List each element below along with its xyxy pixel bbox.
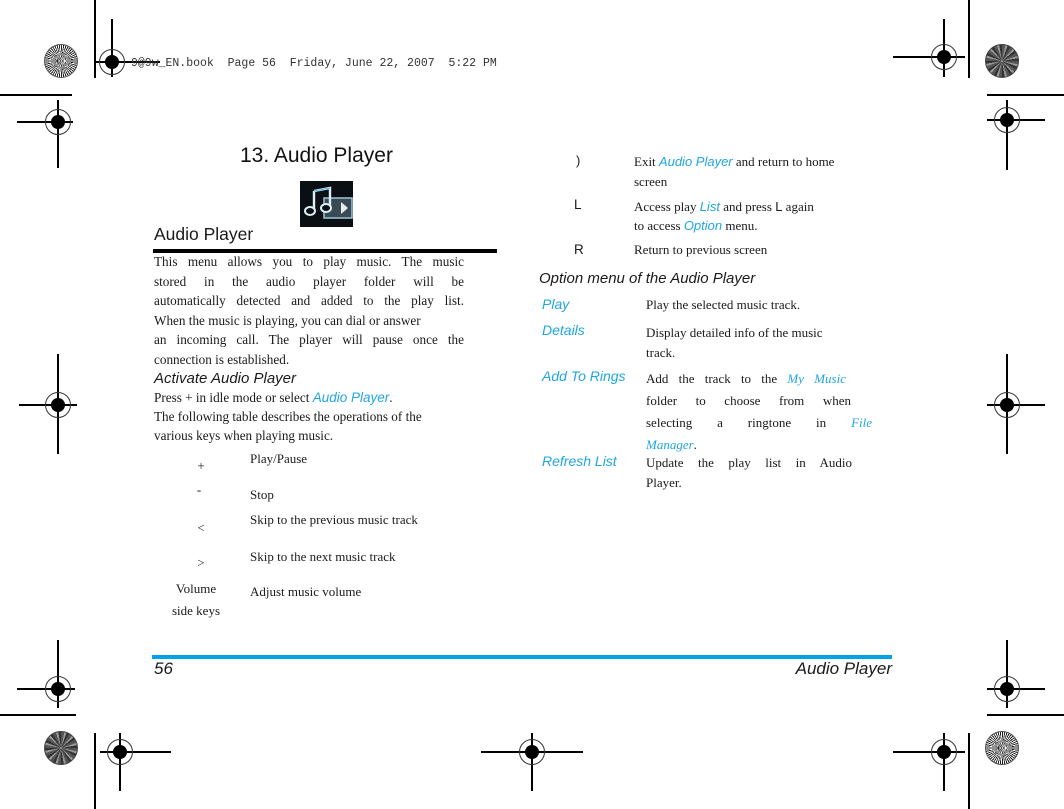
crop-line [968,0,970,78]
key-label: side keys [171,603,221,618]
file-manager-link[interactable]: File [851,415,872,430]
section-title: Audio Player [154,224,254,244]
activate-text: . [389,390,393,405]
print-slug: 9@9w_EN.book Page 56 Friday, June 22, 2007 5:22 PM [131,57,497,70]
desc-text: Display detailed info of the music [646,325,823,340]
activate-line: The following table describes the operations of the [154,409,422,424]
crop-line [987,94,1064,96]
list-link[interactable]: List [699,199,720,214]
file-manager-link[interactable]: Manager [646,437,694,452]
desc-text: Exit [634,154,659,169]
activate-paragraph [154,388,464,445]
key-description: Skip to the previous music track [250,512,418,527]
key-label: ) [576,153,581,168]
my-music-link[interactable]: My Music [787,371,846,386]
desc-text: Add the track to the [646,371,788,386]
desc-text: track. [646,344,676,360]
key-label: Volume [175,581,217,596]
crop-line [968,733,970,809]
key-label: > [197,555,205,570]
key-label: + [197,458,205,473]
key-description: Stop [250,487,274,502]
key-description: Play/Pause [250,451,308,466]
key-description: Adjust music volume [250,584,362,599]
desc-text: menu. [722,218,758,233]
audio-player-link[interactable]: Audio Player [658,154,733,169]
key-description: Skip to the next music track [250,549,396,564]
crop-line [0,94,72,96]
desc-text: . [693,437,697,452]
option-description: Play the selected music track. [646,297,801,312]
desc-text: selecting a ringtone in [646,415,852,430]
intro-paragraph [154,252,464,369]
intro-line: This menu allows you to play music. The music [154,254,464,269]
color-wheel-mark-icon [44,731,78,765]
desc-text: folder to choose from when [646,393,851,408]
footer-rule [152,655,892,659]
option-label-play[interactable]: Play [542,296,570,312]
desc-text: Update the play list in Audio [646,455,852,470]
key-glyph: L [775,199,783,214]
desc-text: and press [719,199,776,214]
key-label: - [196,482,202,497]
audio-player-icon [300,181,353,227]
desc-text: again [782,199,814,214]
key-description [634,197,814,235]
activate-heading: Activate Audio Player [154,370,297,387]
footer-chapter-name: Audio Player [795,659,892,678]
crop-line [0,714,76,716]
starburst-mark-icon [44,44,78,78]
option-description [646,323,823,362]
desc-text: Player. [646,474,682,490]
key-label: L [574,197,582,212]
intro-line: When the music is playing, you can dial or answer [154,312,421,328]
intro-line: automatically detected and added to the play list. [154,293,464,308]
chapter-title: 13. Audio Player [240,144,393,167]
crop-line [94,733,96,809]
option-menu-heading: Option menu of the Audio Player [539,270,756,287]
intro-line: an incoming call. The player will pause once the [154,332,464,347]
key-label: R [574,242,584,257]
desc-text: screen [634,173,668,189]
activate-line [154,388,464,407]
desc-text: to access [634,218,684,233]
option-description [646,453,852,492]
option-label-refresh-list[interactable]: Refresh List [542,453,617,469]
intro-line: connection is established. [154,351,290,367]
activate-line: various keys when playing music. [154,428,334,443]
desc-text: Access play [634,199,700,214]
crop-line [94,0,96,78]
option-label-details[interactable]: Details [542,322,585,338]
desc-text: and return to home [732,154,835,169]
page-number: 56 [154,659,173,678]
option-description [646,368,872,456]
color-wheel-mark-icon [985,44,1019,78]
starburst-mark-icon [985,731,1019,765]
audio-player-link[interactable]: Audio Player [312,390,390,405]
intro-line: stored in the audio player folder will be [154,273,464,289]
option-label-add-to-rings[interactable]: Add To Rings [542,368,626,384]
key-label: < [197,520,205,535]
key-description: Return to previous screen [634,242,768,257]
activate-text: Press + in idle mode or select [154,390,313,405]
option-link[interactable]: Option [683,218,723,233]
key-description [634,152,834,191]
crop-line [987,714,1064,716]
